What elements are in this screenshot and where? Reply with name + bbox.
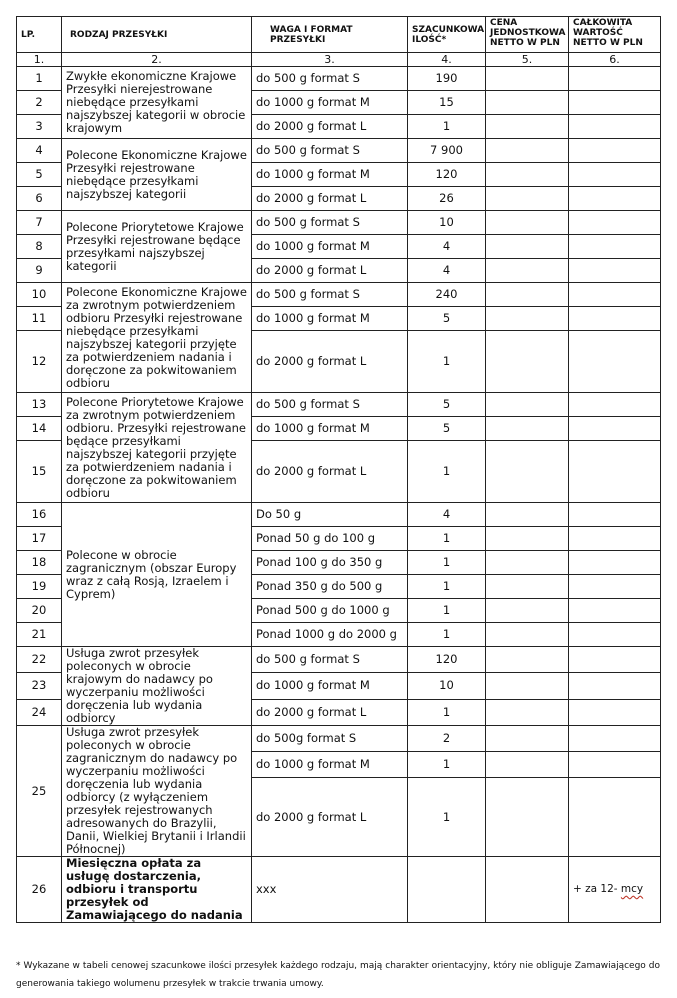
row-quantity: 1 — [408, 115, 486, 139]
row-quantity: 15 — [408, 91, 486, 115]
row-unit-price — [486, 527, 569, 551]
row-lp: 14 — [17, 417, 62, 441]
column-number: 5. — [486, 53, 569, 67]
row-type: Polecone w obrocie zagranicznym (obszar Europy wraz z całą Rosją, Izraelem i Cyprem) — [62, 503, 252, 647]
row-unit-price — [486, 283, 569, 307]
row-unit-price — [486, 752, 569, 778]
row-total — [569, 673, 661, 699]
row-lp: 21 — [17, 623, 62, 647]
row-lp: 6 — [17, 187, 62, 211]
row-quantity: 1 — [408, 752, 486, 778]
row-unit-price — [486, 599, 569, 623]
row-weight: do 1000 g format M — [252, 417, 408, 441]
table-row — [17, 393, 661, 417]
column-number: 6. — [569, 53, 661, 67]
header-wartosc: CAŁKOWITA WARTOŚĆ NETTO W PLN — [569, 17, 661, 53]
row-quantity: 120 — [408, 647, 486, 673]
row-unit-price — [486, 235, 569, 259]
row-type: Usługa zwrot przesyłek poleconych w obrocie zagranicznym do nadawcy po wyczerpaniu możliwości doręczenia lub wydania odbiorcy (z wyłączeniem przesyłek rejestrowanych adresowanych do Brazylii, Danii, Wielkiej Brytanii i Irlandii Północnej) — [62, 726, 252, 857]
row-lp: 16 — [17, 503, 62, 527]
period-prefix: + za 12- — [573, 883, 621, 895]
row-quantity: 1 — [408, 551, 486, 575]
row-unit-price — [486, 331, 569, 393]
row-weight: do 1000 g format M — [252, 91, 408, 115]
row-type: Polecone Priorytetowe Krajowe za zwrotnym potwierdzeniem odbioru. Przesyłki rejestrowane będące przesyłkami najszybszej kategorii przyjęte za potwierdzeniem nadania i doręczone za pokwitowaniem odbioru — [62, 393, 252, 503]
row-lp: 9 — [17, 259, 62, 283]
row-weight: do 500 g format S — [252, 139, 408, 163]
row-total — [569, 699, 661, 725]
row-lp: 4 — [17, 139, 62, 163]
row-total — [569, 163, 661, 187]
row-quantity: 1 — [408, 575, 486, 599]
row-lp: 3 — [17, 115, 62, 139]
row-weight: do 1000 g format M — [252, 163, 408, 187]
price-table — [16, 16, 661, 923]
row-weight: do 500 g format S — [252, 67, 408, 91]
row-weight: do 2000 g format L — [252, 259, 408, 283]
row-weight: do 1000 g format M — [252, 235, 408, 259]
row-quantity: 4 — [408, 259, 486, 283]
row-total — [569, 752, 661, 778]
row-unit-price — [486, 726, 569, 752]
row-lp: 25 — [17, 726, 62, 857]
row-lp: 15 — [17, 441, 62, 503]
row-weight: do 2000 g format L — [252, 699, 408, 725]
row-type: Polecone Ekonomiczne Krajowe za zwrotnym potwierdzeniem odbioru Przesyłki rejestrowane niebędące przesyłkami najszybszej kategorii przyjęte za potwierdzeniem nadania i doręczone za pokwitowaniem odbioru — [62, 283, 252, 393]
row-unit-price — [486, 575, 569, 599]
row-quantity: 5 — [408, 307, 486, 331]
row-weight: do 500 g format S — [252, 211, 408, 235]
row-total — [569, 211, 661, 235]
row-unit-price — [486, 623, 569, 647]
row-quantity: 7 900 — [408, 139, 486, 163]
row-quantity: 120 — [408, 163, 486, 187]
row-unit-price — [486, 139, 569, 163]
header-rodzaj: RODZAJ PRZESYŁKI — [62, 17, 252, 53]
row-quantity: 1 — [408, 527, 486, 551]
period-unit: mcy — [620, 883, 644, 895]
row-unit-price — [486, 307, 569, 331]
row-total — [569, 527, 661, 551]
row-quantity: 26 — [408, 187, 486, 211]
column-number: 1. — [17, 53, 62, 67]
row-lp: 1 — [17, 67, 62, 91]
header-ilosc: SZACUNKOWA ILOŚĆ* — [408, 17, 486, 53]
row-weight: do 1000 g format M — [252, 752, 408, 778]
row-type: Miesięczna opłata za usługę dostarczenia, odbioru i transportu przesyłek od Zamawiającego do nadania — [62, 857, 252, 923]
row-type: Polecone Priorytetowe Krajowe Przesyłki rejestrowane będące przesyłkami najszybszej kategorii — [62, 211, 252, 283]
row-total — [569, 307, 661, 331]
row-lp: 26 — [17, 857, 62, 923]
row-lp: 5 — [17, 163, 62, 187]
row-lp: 18 — [17, 551, 62, 575]
header-lp: LP. — [17, 17, 62, 53]
row-lp: 23 — [17, 673, 62, 699]
row-quantity: 1 — [408, 699, 486, 725]
row-weight: Ponad 500 g do 1000 g — [252, 599, 408, 623]
row-weight: do 500g format S — [252, 726, 408, 752]
row-unit-price — [486, 67, 569, 91]
row-quantity: 1 — [408, 331, 486, 393]
table-row — [17, 647, 661, 673]
row-quantity: 10 — [408, 673, 486, 699]
footnote: * Wykazane w tabeli cenowej szacunkowe ilości przesyłek każdego rodzaju, mają charakter orientacyjny, który nie obliguje Zamawiającego do generowania takiego wolumenu przesyłek w trakcie trwania umowy. — [16, 961, 660, 989]
row-quantity: 4 — [408, 503, 486, 527]
row-lp: 8 — [17, 235, 62, 259]
row-quantity: 5 — [408, 393, 486, 417]
table-row — [17, 139, 661, 163]
row-unit-price — [486, 699, 569, 725]
row-lp: 13 — [17, 393, 62, 417]
row-unit-price — [486, 647, 569, 673]
row-quantity: 1 — [408, 778, 486, 857]
row-total — [569, 599, 661, 623]
row-weight: do 2000 g format L — [252, 187, 408, 211]
row-total — [569, 259, 661, 283]
table-row — [17, 503, 661, 527]
row-total — [569, 235, 661, 259]
row-type: Usługa zwrot przesyłek poleconych w obrocie krajowym do nadawcy po wyczerpaniu możliwości doręczenia lub wydania odbiorcy — [62, 647, 252, 726]
row-quantity: 2 — [408, 726, 486, 752]
row-lp: 7 — [17, 211, 62, 235]
row-total — [569, 623, 661, 647]
row-quantity: 1 — [408, 599, 486, 623]
row-total — [569, 331, 661, 393]
row-lp: 20 — [17, 599, 62, 623]
row-quantity: 240 — [408, 283, 486, 307]
row-quantity: 10 — [408, 211, 486, 235]
row-weight: do 500 g format S — [252, 647, 408, 673]
row-unit-price — [486, 857, 569, 923]
row-total — [569, 417, 661, 441]
row-weight: do 500 g format S — [252, 283, 408, 307]
row-total — [569, 139, 661, 163]
row-weight: do 2000 g format L — [252, 778, 408, 857]
column-number: 4. — [408, 53, 486, 67]
row-unit-price — [486, 551, 569, 575]
row-total — [569, 647, 661, 673]
row-lp: 22 — [17, 647, 62, 673]
row-lp: 10 — [17, 283, 62, 307]
row-total — [569, 393, 661, 417]
table-row — [17, 283, 661, 307]
table-row — [17, 211, 661, 235]
table-row — [17, 857, 661, 923]
row-unit-price — [486, 115, 569, 139]
row-quantity: 5 — [408, 417, 486, 441]
row-type: Polecone Ekonomiczne Krajowe Przesyłki rejestrowane niebędące przesyłkami najszybszej kategorii — [62, 139, 252, 211]
row-weight: do 1000 g format M — [252, 673, 408, 699]
row-total — [569, 283, 661, 307]
row-total — [569, 503, 661, 527]
row-quantity — [408, 857, 486, 923]
row-weight: Ponad 50 g do 100 g — [252, 527, 408, 551]
row-unit-price — [486, 393, 569, 417]
table-row — [17, 726, 661, 752]
row-unit-price — [486, 778, 569, 857]
row-unit-price — [486, 163, 569, 187]
column-number: 3. — [252, 53, 408, 67]
row-total — [569, 187, 661, 211]
row-weight: Ponad 350 g do 500 g — [252, 575, 408, 599]
row-unit-price — [486, 187, 569, 211]
row-total — [569, 778, 661, 857]
row-weight: Ponad 1000 g do 2000 g — [252, 623, 408, 647]
row-total — [569, 726, 661, 752]
row-unit-price — [486, 259, 569, 283]
row-quantity: 1 — [408, 441, 486, 503]
row-lp: 24 — [17, 699, 62, 725]
header-waga: WAGA I FORMAT PRZESYŁKI — [252, 17, 408, 53]
row-total — [569, 857, 661, 923]
row-unit-price — [486, 91, 569, 115]
row-weight: do 2000 g format L — [252, 115, 408, 139]
row-weight: do 2000 g format L — [252, 441, 408, 503]
row-unit-price — [486, 417, 569, 441]
row-total — [569, 575, 661, 599]
row-unit-price — [486, 503, 569, 527]
row-lp: 17 — [17, 527, 62, 551]
row-lp: 12 — [17, 331, 62, 393]
row-total — [569, 115, 661, 139]
row-quantity: 4 — [408, 235, 486, 259]
row-weight: do 500 g format S — [252, 393, 408, 417]
table-row — [17, 67, 661, 91]
row-weight: xxx — [252, 857, 408, 923]
row-quantity: 190 — [408, 67, 486, 91]
row-total — [569, 441, 661, 503]
row-total — [569, 67, 661, 91]
row-lp: 2 — [17, 91, 62, 115]
header-cena: CENA JEDNOSTKOWA NETTO W PLN — [486, 17, 569, 53]
row-lp: 11 — [17, 307, 62, 331]
row-total — [569, 551, 661, 575]
row-weight: Ponad 100 g do 350 g — [252, 551, 408, 575]
row-weight: Do 50 g — [252, 503, 408, 527]
row-total — [569, 91, 661, 115]
row-lp: 19 — [17, 575, 62, 599]
row-weight: do 1000 g format M — [252, 307, 408, 331]
row-unit-price — [486, 673, 569, 699]
row-unit-price — [486, 211, 569, 235]
row-quantity: 1 — [408, 623, 486, 647]
row-type: Zwykłe ekonomiczne Krajowe Przesyłki nierejestrowane niebędące przesyłkami najszybszej kategorii w obrocie krajowym — [62, 67, 252, 139]
row-unit-price — [486, 441, 569, 503]
row-weight: do 2000 g format L — [252, 331, 408, 393]
column-number: 2. — [62, 53, 252, 67]
